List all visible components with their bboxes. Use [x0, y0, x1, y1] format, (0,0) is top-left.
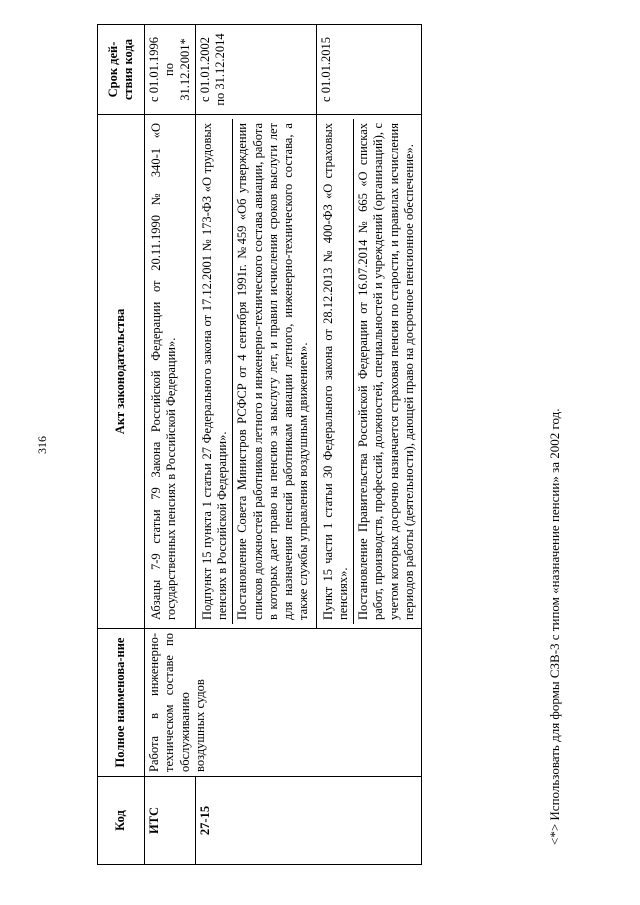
header-name: Полное наименова-ние [98, 629, 145, 777]
row-term [145, 25, 196, 115]
row-acts [145, 115, 196, 629]
row-code: 27-15 [195, 777, 421, 865]
row-acts [316, 115, 422, 629]
header-term: Срок дей-ствия кода [98, 25, 145, 115]
term-to: по 31.12.2014 [213, 33, 227, 106]
act-paragraph: Постановление Совета Министров РСФСР от 4 сентября 1991г. №459 «Об утверждении списков должностей работников летного и инженерно-технического состава авиации, работа в которых дает право на пенсию за выслугу лет, и правил исчисления сроков выслуги лет для назначения пенсий работникам авиации летного, инженерно-технического состава, а также службы управления воздушным движением». [232, 119, 313, 624]
table-row [145, 25, 196, 865]
act-paragraph: Постановление Правительства Российской Федерации от 16.07.2014 № 665 «О списках работ, производств, профессий, должностей, специальностей и учреждений (организаций), с учетом которых досрочно назначается страховая пенсия по старости, и правилах исчисления периодов работы (деятельности), дающей право на досрочное пенсионное обеспечение». [353, 119, 419, 624]
legislation-table [97, 24, 422, 865]
term-from: с 01.01.1996 [147, 37, 161, 102]
rotated-page [35, 25, 595, 865]
footnote: <*> Использовать для формы СЗВ-3 с типом «назначение пенсии» за 2002 год. [547, 408, 562, 845]
page-number: 316 [35, 436, 49, 454]
term-to: 31.12.2001* [177, 38, 192, 101]
act-paragraph: Пункт 15 части 1 статьи 30 Федерального закона от 28.12.2013 № 400-ФЗ «О страховых пенсиях». [320, 123, 350, 620]
term-from: с 01.01.2015 [318, 37, 333, 102]
row-acts [195, 115, 316, 629]
row-term [195, 25, 316, 115]
term-po: по [162, 63, 177, 76]
term-from: с 01.01.2002 [197, 37, 212, 102]
header-code: Код [98, 777, 145, 865]
row-code: ИТС [145, 777, 196, 865]
row-term [316, 25, 422, 115]
act-paragraph: Абзацы 7-9 статьи 79 Закона Российской Федерации от 20.11.1990 № 340-1 «О государственных пенсиях в Российской Федерации». [149, 123, 179, 620]
row-name: Работа в инженерно-техническом составе по обслуживанию воздушных судов [145, 629, 422, 777]
header-act: Акт законодательства [98, 115, 145, 629]
act-paragraph: Подпункт 15 пункта 1 статьи 27 Федерального закона от 17.12.2001 № 173-ФЗ «О трудовых пенсиях в Российской Федерации». [199, 123, 229, 620]
table-header-row [98, 25, 145, 865]
